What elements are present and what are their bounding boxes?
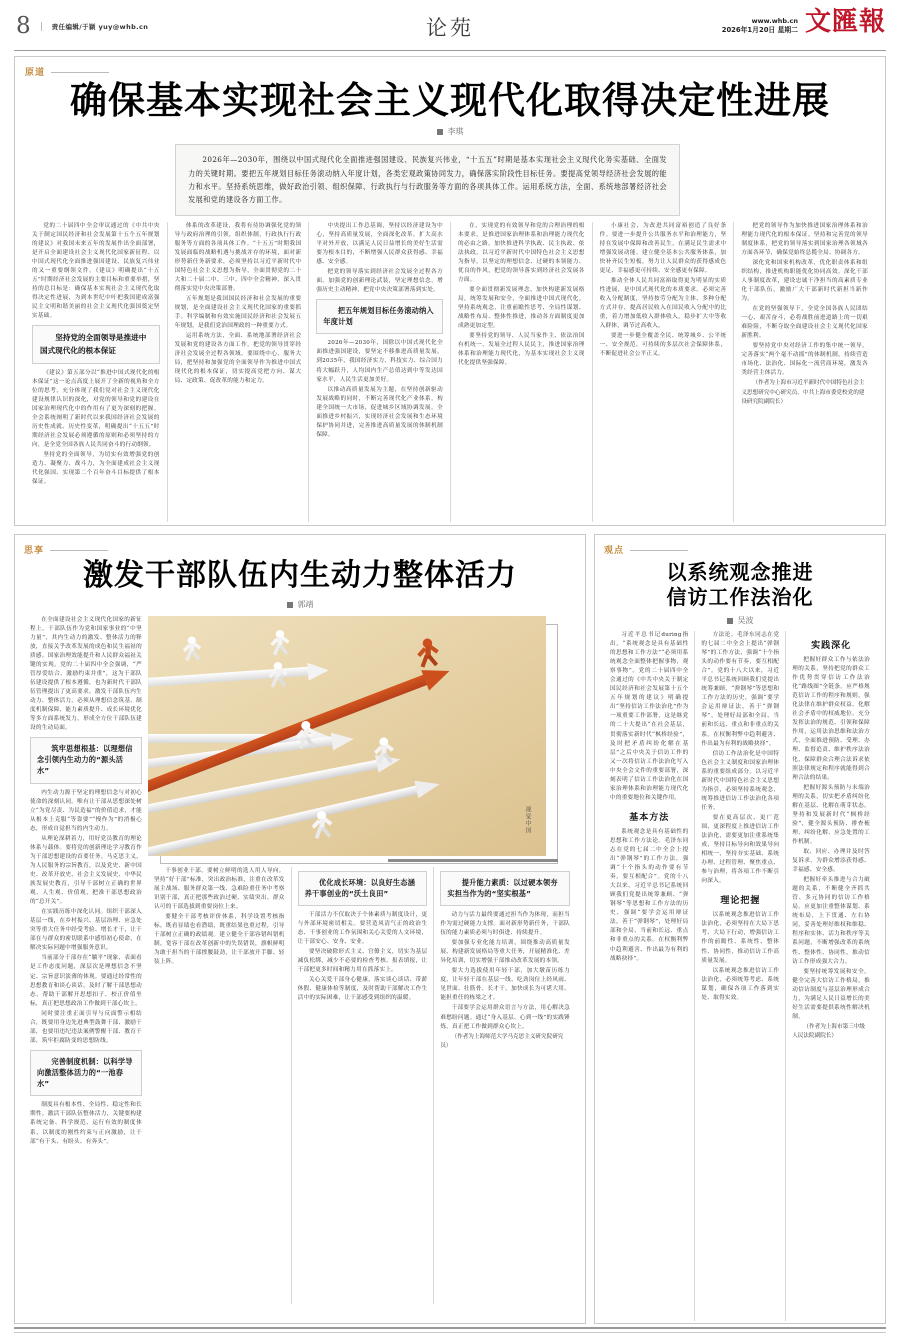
paragraph: 以系统观念推进信访工作法治化，必须统筹考虑、系统谋划，确保各项工作落到实处、取得实效。	[701, 967, 780, 1001]
article1-headline: 确保基本实现社会主义现代化取得决定性进展	[70, 79, 830, 122]
col3-text-b	[316, 339, 443, 440]
website-url: www.whb.cn	[751, 16, 798, 25]
article1-author-note: （作者为上海市习近平新时代中国特色社会主义思想研究中心研究员，中共上海市委党校党的建设研究院副院长）	[741, 380, 865, 405]
kicker-rule	[50, 550, 108, 551]
article2-kicker: 思享	[24, 546, 45, 556]
runner-figure-white	[294, 719, 317, 747]
article2-photo-wrap	[148, 616, 558, 862]
article1-col-2	[167, 222, 309, 522]
article2-byline	[24, 599, 576, 610]
article1-col-3	[308, 222, 450, 522]
article2-col-2	[148, 867, 291, 1304]
runner-figure-white	[310, 809, 334, 837]
paragraph: 信访工作法治化是中国特色社会主义制度和国家治理体系的重要组成部分。以习近平新时代中国特色社会主义思想为指引，必须坚持系统观念，统筹推进信访工作法治化各项任务。	[701, 750, 780, 811]
article3-author: 吴波	[737, 616, 754, 625]
col3-text-a	[316, 222, 443, 295]
article2-col-4	[433, 867, 576, 1304]
article2-subhead-2: 完善制度机制：以科学导向激活整体活力的“一池春水”	[30, 1050, 142, 1096]
section-title: 论苑	[426, 16, 474, 40]
paragraph: 动力与活力最终要通过担当作为体现，而担当作为需过硬能力支撑。面对新形势新任务，干部队伍的能力素质必须与时俱进、持续提升。	[440, 912, 570, 937]
article2-author-note: （作者为上海师范大学马克思主义研究院研究员）	[440, 1033, 564, 1049]
a3c3-text	[792, 656, 870, 1022]
article-main	[14, 56, 886, 526]
paragraph: 深化党和国家机构改革，优化职责体系和组织结构，推进机构职能优化协同高效。深化干部人事制度改革，建设忠诚干净担当的高素质专业化干部队伍，激励广大干部新时代新担当新作为。	[741, 259, 868, 303]
col4-text	[458, 222, 585, 369]
a3c1-text-b	[610, 828, 688, 964]
a3c2-text-b	[701, 911, 779, 1002]
page-number: 8	[16, 12, 31, 39]
paragraph: 要坚持党的领导、人民当家作主、依法治国有机统一，发展全过程人民民主，推进国家治理体系和治理能力现代化，为基本实现社会主义现代化提供坚强保障。	[457, 333, 585, 367]
a2c1-text-b	[30, 1101, 142, 1146]
paragraph: 关心关爱干部身心健康，落实谈心谈话、带薪休假、健康体检等制度，及时帮助干部解决工作生活中的实际困难，让干部感受到组织的温暖。	[297, 977, 428, 1002]
publication-date: 2026年1月20日 星期二	[721, 25, 798, 34]
article1-pull-quote: 坚持党的全面领导是推进中国式现代化的根本保证	[32, 325, 160, 364]
paragraph: 中央提出工作总基调，坚持以经济建设为中心，坚持高质量发展，全面深化改革，扩大高水平对外开放，以满足人民日益增长的美好生活需要为根本目的，不断增强人民群众获得感、幸福感、安全感。	[316, 222, 443, 265]
article2-col-3	[291, 867, 434, 1304]
article1-author: 李琪	[447, 127, 464, 137]
article3-kicker-wrap	[604, 543, 876, 556]
editor-credit: 责任编辑/于颖 yuy@whb.cn	[41, 22, 149, 31]
a2-intro	[30, 616, 142, 734]
runner-figure-orange	[415, 637, 440, 667]
photo-base-shadow	[388, 859, 558, 862]
paragraph: 五年规划是我国国民经济和社会发展的重要规划，是全面建设社会主义现代化国家的重要抓手。科学编制和有效实施国民经济和社会发展五年规划，是我们党治国理政的一种重要方式。	[174, 296, 302, 330]
runner-figure-white	[267, 661, 288, 687]
paragraph: 内生动力源于坚定的理想信念与对初心使命的深刻认同。唯有让干部从思想深处树立“为党尽责、为民造福”的价值追求，才能从根本上克服“等靠要”“慢作为”的消极心态，形成自觉担当的内生动力。	[30, 789, 142, 832]
a2c3-text	[298, 911, 428, 1003]
paragraph: 要在更高层次、更广范围、更深程度上推进信访工作法治化，需要更加注重系统集成，坚持目标导向和效果导向相统一，坚持夯实基础、系统办理、过程管理、聚焦重点、参与治理，将各项工作不断引向深入。	[701, 814, 780, 885]
paragraph: 在实践历练中深化认同。组织干部深入基层一线，在乡村振兴、基层治理、应急处突等重大任务中经受考验、增长才干，让干部在与群众的密切联系中感悟初心使命，在解决实际问题中增强服务意识。	[30, 909, 142, 952]
paragraph: 系统观念是具有基础性的思想和工作方法论。毛泽东同志在党的七届二中全会上提出“弹钢琴”的工作方法，强调“十个指头的动作要有节奏，要互相配合”。党的十八大以来，习近平总书记系统回顾我们党提出统筹兼顾、“弹钢琴”等思想和工作方法的历史，强调“要学会运用辩证法，善于“弹钢琴”，处理好局部和全局、当前和长远、重点和非重点的关系。在权衡利弊中趋利避害、作出最为有利的战略抉择”。	[610, 828, 689, 962]
article2-columns	[24, 616, 576, 1304]
article1-lead: 2026年—2030年，围绕以中国式现代化全面推进强国建设、民族复兴伟业，“十五五”时期是基本实现社会主义现代化务实基础、全面发力的关键时期。要把五年规划目标任务滚动纳入年度计划，各类宏观政策协同发力，确保落实阶段性目标任务。要提高党领导经济社会发展的能力和水平。坚持系统思维，做好政治引领、组织保障、行政执行与行政服务等方面的各项具体工作。运用系统方法，全面、系统地部署经济社会发展和党的建设各方面工作。	[175, 144, 680, 215]
article2-col-1	[24, 616, 148, 1304]
paragraph: 以推动高质量发展为主题，在坚持创新驱动发展战略的同时，不断完善现代化产业体系，构建全国统一大市场，促进城乡区域协调发展，全面推进乡村振兴，实现经济社会发展和生态环境保护协同并进，完善推进高质量发展的体制机制保障。	[316, 386, 443, 438]
article2-headline: 激发干部队伍内生动力整体活力	[83, 558, 517, 593]
paragraph: 把握好群众工作与依法治理的关系，坚持把党的群众工作优势贯穿信访工作法治化“路线图”全链条。应严格规范信访工作的程序和规则，强化法律在维护群众权益、化解社会矛盾中的权威地位。充分发挥法治的规范、引领和保障作用，运用法治思维和法治方式，全面推进预防、受理、办理、监督追责、维护秩序法治化，保障群众合理合法诉求依照法律规定和程序就能得到合理合法的结果。	[792, 657, 871, 781]
masthead-divider	[14, 50, 886, 51]
paragraph: 要大力选拔使用年轻干部，加大墩苗历练力度，让年轻干部在基层一线、吃劲岗位上经风雨、见世面、壮筋骨、长才干，加快成长为可堪大用、能担重任的栋梁之才。	[440, 968, 570, 1002]
paragraph: 要进一步健全覆盖全民、统筹城乡、公平统一、安全规范、可持续的多层次社会保障体系，不断促进社会公平正义。	[599, 333, 727, 358]
article3-heading-2: 理论把握	[720, 896, 761, 907]
article2-author: 郭靖	[297, 599, 314, 609]
paragraph: 要坚持党中央对经济工作的集中统一领导，完善落实“两个毫不动摇”的体制机制，持续营造市场化、法治化、国际化一流营商环境，激发各类经营主体活力。	[741, 343, 868, 377]
article3-col-2	[694, 631, 785, 1321]
col1-text-a	[32, 222, 160, 322]
byline-marker-icon	[437, 129, 443, 135]
paragraph: 《建议》第五部分以“推进中国式现代化的根本保证”这一论点高度上展开了全新的视角和全方位的思考，充分体现了我们党对社会主义现代化建设规律认识的深化，对党的领导和党的建设在国家治理现代化中的作用有了更为深刻的把握。全会系统阐明了新时代以来我国经济社会发展的历史性成就、历史性变革，明确提出“十五五”时期经济社会发展必须遵循的原则和必须坚持的方向，是全党全国各族人民共同奋斗的行动纲领。	[32, 369, 160, 449]
paragraph: 在全面建设社会主义现代化国家的新征程上，干部队伍作为党和国家事业的“中坚力量”，其内生动力的激发、整体活力的释放，直接关乎改革发展的成色和民生福祉的质感。国家治理效能提升和人民群众福祉关键的实现。党的二十届四中全会强调，“严管厚爱结合、激励约束并重”，这为干部队伍建设提供了根本遵循，也为新时代干部队伍管理提出了更高要求。激发干部队伍内生动力、整体活力，必须从理想信念筑基、制度机制保障、能力素质提升、成长环境优化等多方面系统发力，形成全方位干部队伍建设的生动局面。	[30, 616, 142, 732]
masthead-meta	[722, 17, 798, 35]
article1-col-6	[733, 222, 875, 522]
article1-kicker-wrap	[25, 65, 875, 78]
article2-photo	[148, 616, 546, 856]
a2c4-text	[440, 911, 570, 1032]
paragraph: 干部活力不仅取决于个体素质与制度设计，更与外部环境密切相关。要营造风清气正的政治生态、干事创业的工作氛围和关心关爱的人文环境，让干部安心、安身、安业。	[297, 912, 428, 946]
byline-marker-icon	[287, 602, 293, 608]
article3-headline-line2: 信访工作法治化	[666, 585, 814, 609]
article3-columns	[604, 631, 876, 1321]
article2-lower-columns	[148, 867, 576, 1304]
paragraph: 把党的领导落实到经济社会发展全过程各方面。加强党的创新理论武装，坚定理想信念，增强历史主动精神，把党中央决策部署落到实处。	[316, 268, 443, 294]
paragraph: 把握好牵头推进与合力破题的关系，不断健全齐抓共管、多元协同的信访工作格局。应更加注重整体谋划、系统布局，上下贯通、左右协同，妥善处理好维权和维稳、程序和实体、活力和秩序等关系问题，不断增强改革的系统性、整体性、协同性，推动信访工作形成强大合力。	[792, 877, 871, 965]
paragraph: 体系的改革建设，我将有待协调强化党的领导与政府治理的引领，组织体制，行政执行行政服务等方面的各项具体工作。“十五五”时期我国发展面临的战略机遇与挑战并存的环境，面对新形势新任务新要求，必须坚持以习近平新时代中国特色社会主义思想为指导，全面贯彻党的二十大和二十届二中、三中、四中全会精神，深入贯彻落实党中央决策部署。	[174, 222, 302, 293]
article-opinion	[594, 534, 886, 1324]
article1-columns	[25, 222, 875, 522]
paragraph: 推动全体人民共同富裕取得更为明显的实质性进展，是中国式现代化的本质要求。必须完善收入分配制度，坚持按劳分配为主体、多种分配方式并存，提高居民收入在国民收入分配中的比重，着力增加低收入群体收入，稳步扩大中等收入群体，调节过高收入。	[599, 277, 727, 330]
article1-col-5	[592, 222, 734, 522]
paragraph: 2026年—2030年，国除以中国式现代化全面推进强国建设，要坚定不移推进高质量发展。到2035年，我国经济实力、科技实力、综合国力将大幅跃升，人均国内生产总值达到中等发达国家水平，人民生活更加美好。	[316, 340, 443, 383]
paragraph: 要坚持统筹发展和安全，健全完善大信访工作格局，推动信访制度与基层治理形成合力，为满足人民日益增长的美好生活需要提供系统性解决机制。	[792, 968, 871, 1020]
paragraph: 小康社会，为改进共同富裕创造了良好条件。要进一步提升公共服务水平和治理能力，坚持在发展中保障和改善民生，在满足民生需求中增强发展动能。建立健全基本公共服务体系，加快补齐民生短板，努力让人民群众的获得感成色更足、幸福感更可持续、安全感更有保障。	[599, 222, 727, 274]
article1-col-1	[25, 222, 167, 522]
paragraph: 干部要学会运用群众语言与方法，用心解决急难愁盼问题。通过“身入基层、心到一线”的实践锤炼，真正把工作做到群众心坎上。	[440, 1005, 570, 1030]
paragraph: 运用系统方法，全面、系统地部署经济社会发展和党的建设各方面工作，把党的领导贯穿经济社会发展全过程各领域。要围绕中心、服务大局，把坚持和加强党的全面领导作为推进中国式现代化的根本保证，切实提高党把方向、谋大局、定政策、促改革的能力和定力。	[174, 333, 302, 385]
paragraph: 在党的坚强领导下，全党全国各族人民团结一心、艰苦奋斗，必将战胜前进道路上的一切艰难险阻，不断夺取全面建设社会主义现代化国家新胜利。	[741, 306, 868, 340]
article1-col-4	[450, 222, 592, 522]
paragraph: 从理论深耕着力，用好党员教育的理论体系与载体。要将党的创新理论学习教育作为干部思想建设的首要任务。马克思主义，为人民服务的宗旨教育，以及党史、新中国史、改革开放史、社会主义发展史、中华民族发展史教育，引导干部树立正确的世界观、人生观、价值观，把准干部思想政治的“总开关”。	[30, 835, 142, 906]
paragraph: 在，实现党的有效领导和党的合理治理的根本要求，是推进国家治理体系和治理能力现代化的必由之路。加快推进科学执政、民主执政、依法执政。以习近平新时代中国特色社会主义思想为指导，以坚定的理想信念、过硬的本领能力、优良的作风，把党的领导落实到经济社会发展各方面。	[457, 222, 585, 283]
kicker-rule	[630, 550, 688, 551]
article3-headline	[604, 560, 876, 610]
article3-byline	[604, 615, 876, 626]
arrow-white-4	[148, 777, 450, 851]
article3-kicker: 观点	[604, 546, 625, 556]
page-footer-rule	[14, 1327, 886, 1329]
col5-text	[600, 222, 727, 360]
col6-text	[741, 222, 868, 379]
paragraph: 要加强专业化能力培训，围绕推动高质量发展、构建新发展格局等重大任务，开展精准化、差异化培训，切实增强干部推动改革发展的本领。	[440, 940, 570, 965]
page-footer-rule-thin	[14, 1332, 886, 1333]
paragraph: 当前部分干部存在“躺平”现象，表面看是工作态度问题，深层次是理想信念不坚定、宗旨意识淡薄的体现。要通过经常性的思想教育和谈心谈话，及时了解干部思想动态，帮助干部解开思想扣子、校正价值坐标，真正把思想政治工作做到干部心坎上。	[30, 955, 142, 1007]
a2c1-text	[30, 789, 142, 1046]
runner-figure-white	[182, 635, 203, 660]
article1-kicker: 原道	[25, 68, 46, 78]
paragraph: 把握好源头预防与末端治理的关系，切实把矛盾纠纷化解在基层、化解在萌芽状态。坚持和发展新时代“枫桥经验”，健全源头预防、排查梳理、纠纷化解、应急处置的工作机制。	[792, 784, 871, 845]
article3-heading-1: 基本方法	[629, 812, 670, 823]
runner-figure-white	[269, 629, 290, 655]
article1-inset-box: 把五年规划目标任务滚动纳入年度计划	[316, 299, 443, 334]
article3-col-3	[785, 631, 876, 1321]
article2-subhead-1: 筑牢思想根基：以理想信念引领内生动力的“源头活水”	[30, 737, 142, 783]
paragraph: 习近平总书记during指出，“系统观念是具有基础性的思想和工作方法”“必须用系统观念全面整体把握事物，观察事物”。党的二十届四中全会通过的《中共中央关于制定国民经济和社会发展第十五个五年规划的建议》明确提出“坚持信访工作法治化”作为一项重要工作部署，这是继党的二十大提出“在社会基层，贯彻落实新时代“枫桥经验”，及时把矛盾纠纷化解在基层”之后中央关于信访工作的又一次将信访工作法治化写入中央全会文件的重要部署，深刻表明了信访工作法治化在国家治理体系和治理能力现代化中的重要地位和关键作用。	[610, 632, 689, 801]
article2-subhead-3: 优化成长环境：以良好生态涵养干事创业的“沃土良田”	[298, 871, 428, 906]
paragraph: 党的二十届四中全会审议通过的《中共中央关于制定国民经济和社会发展第十五个五年规划的建议》对我国未来五年的发展作出全面部署，是开启全面建设社会主义现代化国家新征程、以中国式现代化全面推进强国建设、民族复兴伟业的又一重要纲领文件。《建议》明确提出“十五五”时期经济社会发展的主要目标和重要举措，坚持的总目标是：确保基本实现社会主义现代化取得决定性进展，为到本世纪中叶把我国建成富强民主文明和谐美丽的社会主义现代化强国奠定坚实基础。	[32, 222, 160, 320]
article3-headline-line1: 以系统观念推进	[666, 560, 814, 584]
paragraph: 取、回应、办理并及时答复诉求，为群众增添获得感、幸福感、安全感。	[792, 848, 871, 874]
article2-subhead-4: 提升能力素质：以过硬本领夯实担当作为的“坚实根基”	[440, 871, 570, 906]
masthead-right	[721, 7, 886, 37]
article3-author-note: （作者为上海市第三中级人民法院副院长）	[792, 1023, 865, 1039]
byline-marker-icon	[727, 618, 733, 624]
article2-kicker-wrap	[24, 543, 576, 556]
paragraph: 干事创业干部，要树立鲜明的选人用人导向。坚持“好干部”标准，突出政治标准，注重在改革发展主战场、服务群众第一线、急难险重任务中考察识别干部，真正把那些政治过硬、实绩突出、群众认可的干部选拔到重要岗位上来。	[154, 867, 285, 910]
article3-col-1	[604, 631, 694, 1321]
article1-byline	[25, 126, 875, 137]
paragraph: 要健全干部考核评价体系，科学设置考核指标，既看显绩也看潜绩，既重结果也重过程，引导干部树立正确的政绩观。建立健全干部容错纠错机制，宽容干部在改革创新中的失误错误，旗帜鲜明为敢于担当的干部撑腰鼓劲，让干部放开手脚、轻装上阵。	[154, 913, 285, 966]
paragraph: 以系统观念推进信访工作法治化，必须坚持在大局下思考、大局下行动，增强信访工作的前瞻性、系统性、整体性、协同性，推动信访工作高质量发展。	[701, 912, 780, 964]
article3-heading-3: 实践深化	[811, 641, 852, 651]
a3c1-text	[610, 631, 688, 803]
photo-credit: 视觉中国	[524, 805, 531, 834]
paragraph: 要全面贯彻新发展理念，加快构建新发展格局，统筹发展和安全，全面推进中国式现代化。坚持系统观念，注重前瞻性思考、全局性谋划、战略性布局、整体性推进，推动各方面制度更加成熟更加定型。	[457, 287, 585, 330]
newspaper-logo: 文匯報	[804, 7, 886, 37]
article2-right-region	[148, 616, 576, 1304]
col1-text-b	[32, 369, 160, 488]
arrow-white-5	[148, 665, 332, 680]
col2-text	[175, 222, 302, 387]
runner-figure-white	[373, 736, 396, 763]
paragraph: 把党的领导作为加快推进国家治理体系和治理能力现代化的根本保证。坚持和完善党的领导制度体系，把党的领导落实到国家治理各领域各方面各环节，确保党始终总揽全局、协调各方。	[741, 222, 868, 256]
paragraph: 方法论。毛泽东同志在党的七届二中全会上提出“弹钢琴”的工作方法，强调“十个指头的动作要有节奏，要互相配合”。党的十八大以来，习近平总书记系统回顾我们党提出统筹兼顾、“弹钢琴”等思想和工作方法的历史，强调“要学会运用辩证法，善于“弹钢琴”，处理好局部和全局、当前和长远、重点和非重点的关系。在权衡利弊中趋利避害、作出最为有利的战略抉择”。	[701, 632, 780, 747]
a3c2-text	[701, 631, 779, 886]
masthead	[0, 0, 900, 52]
paragraph: 制度具有根本性、全局性、稳定性和长期性。激活干部队伍整体活力，关键要构建系统完备、科学规范、运行有效的制度体系，以制度的刚性约束与正向激励，让干部“有干头、有盼头、有奔头”。	[30, 1102, 142, 1145]
a2c2-text	[154, 867, 285, 968]
article-secondary	[14, 534, 586, 1324]
kicker-rule	[51, 72, 109, 73]
paragraph: 坚持党的全面领导，为切实有效增强党的创造力、凝聚力、战斗力，为全面建成社会主义现代化强国、实现第二个百年奋斗目标提供了根本保证。	[32, 452, 160, 486]
paragraph: 要坚决破除形式主义、官僚主义，切实为基层减负松绑，减少不必要的检查考核、报表填报，让干部把更多时间和精力用在抓落实上。	[297, 949, 428, 974]
paragraph: 同时要注重正面引导与反面警示相结合，既要用身边先进典型鼓舞干部、激励干部，也要用违纪违法案例警醒干部、教育干部，筑牢拒腐防变的思想防线。	[30, 1010, 142, 1044]
